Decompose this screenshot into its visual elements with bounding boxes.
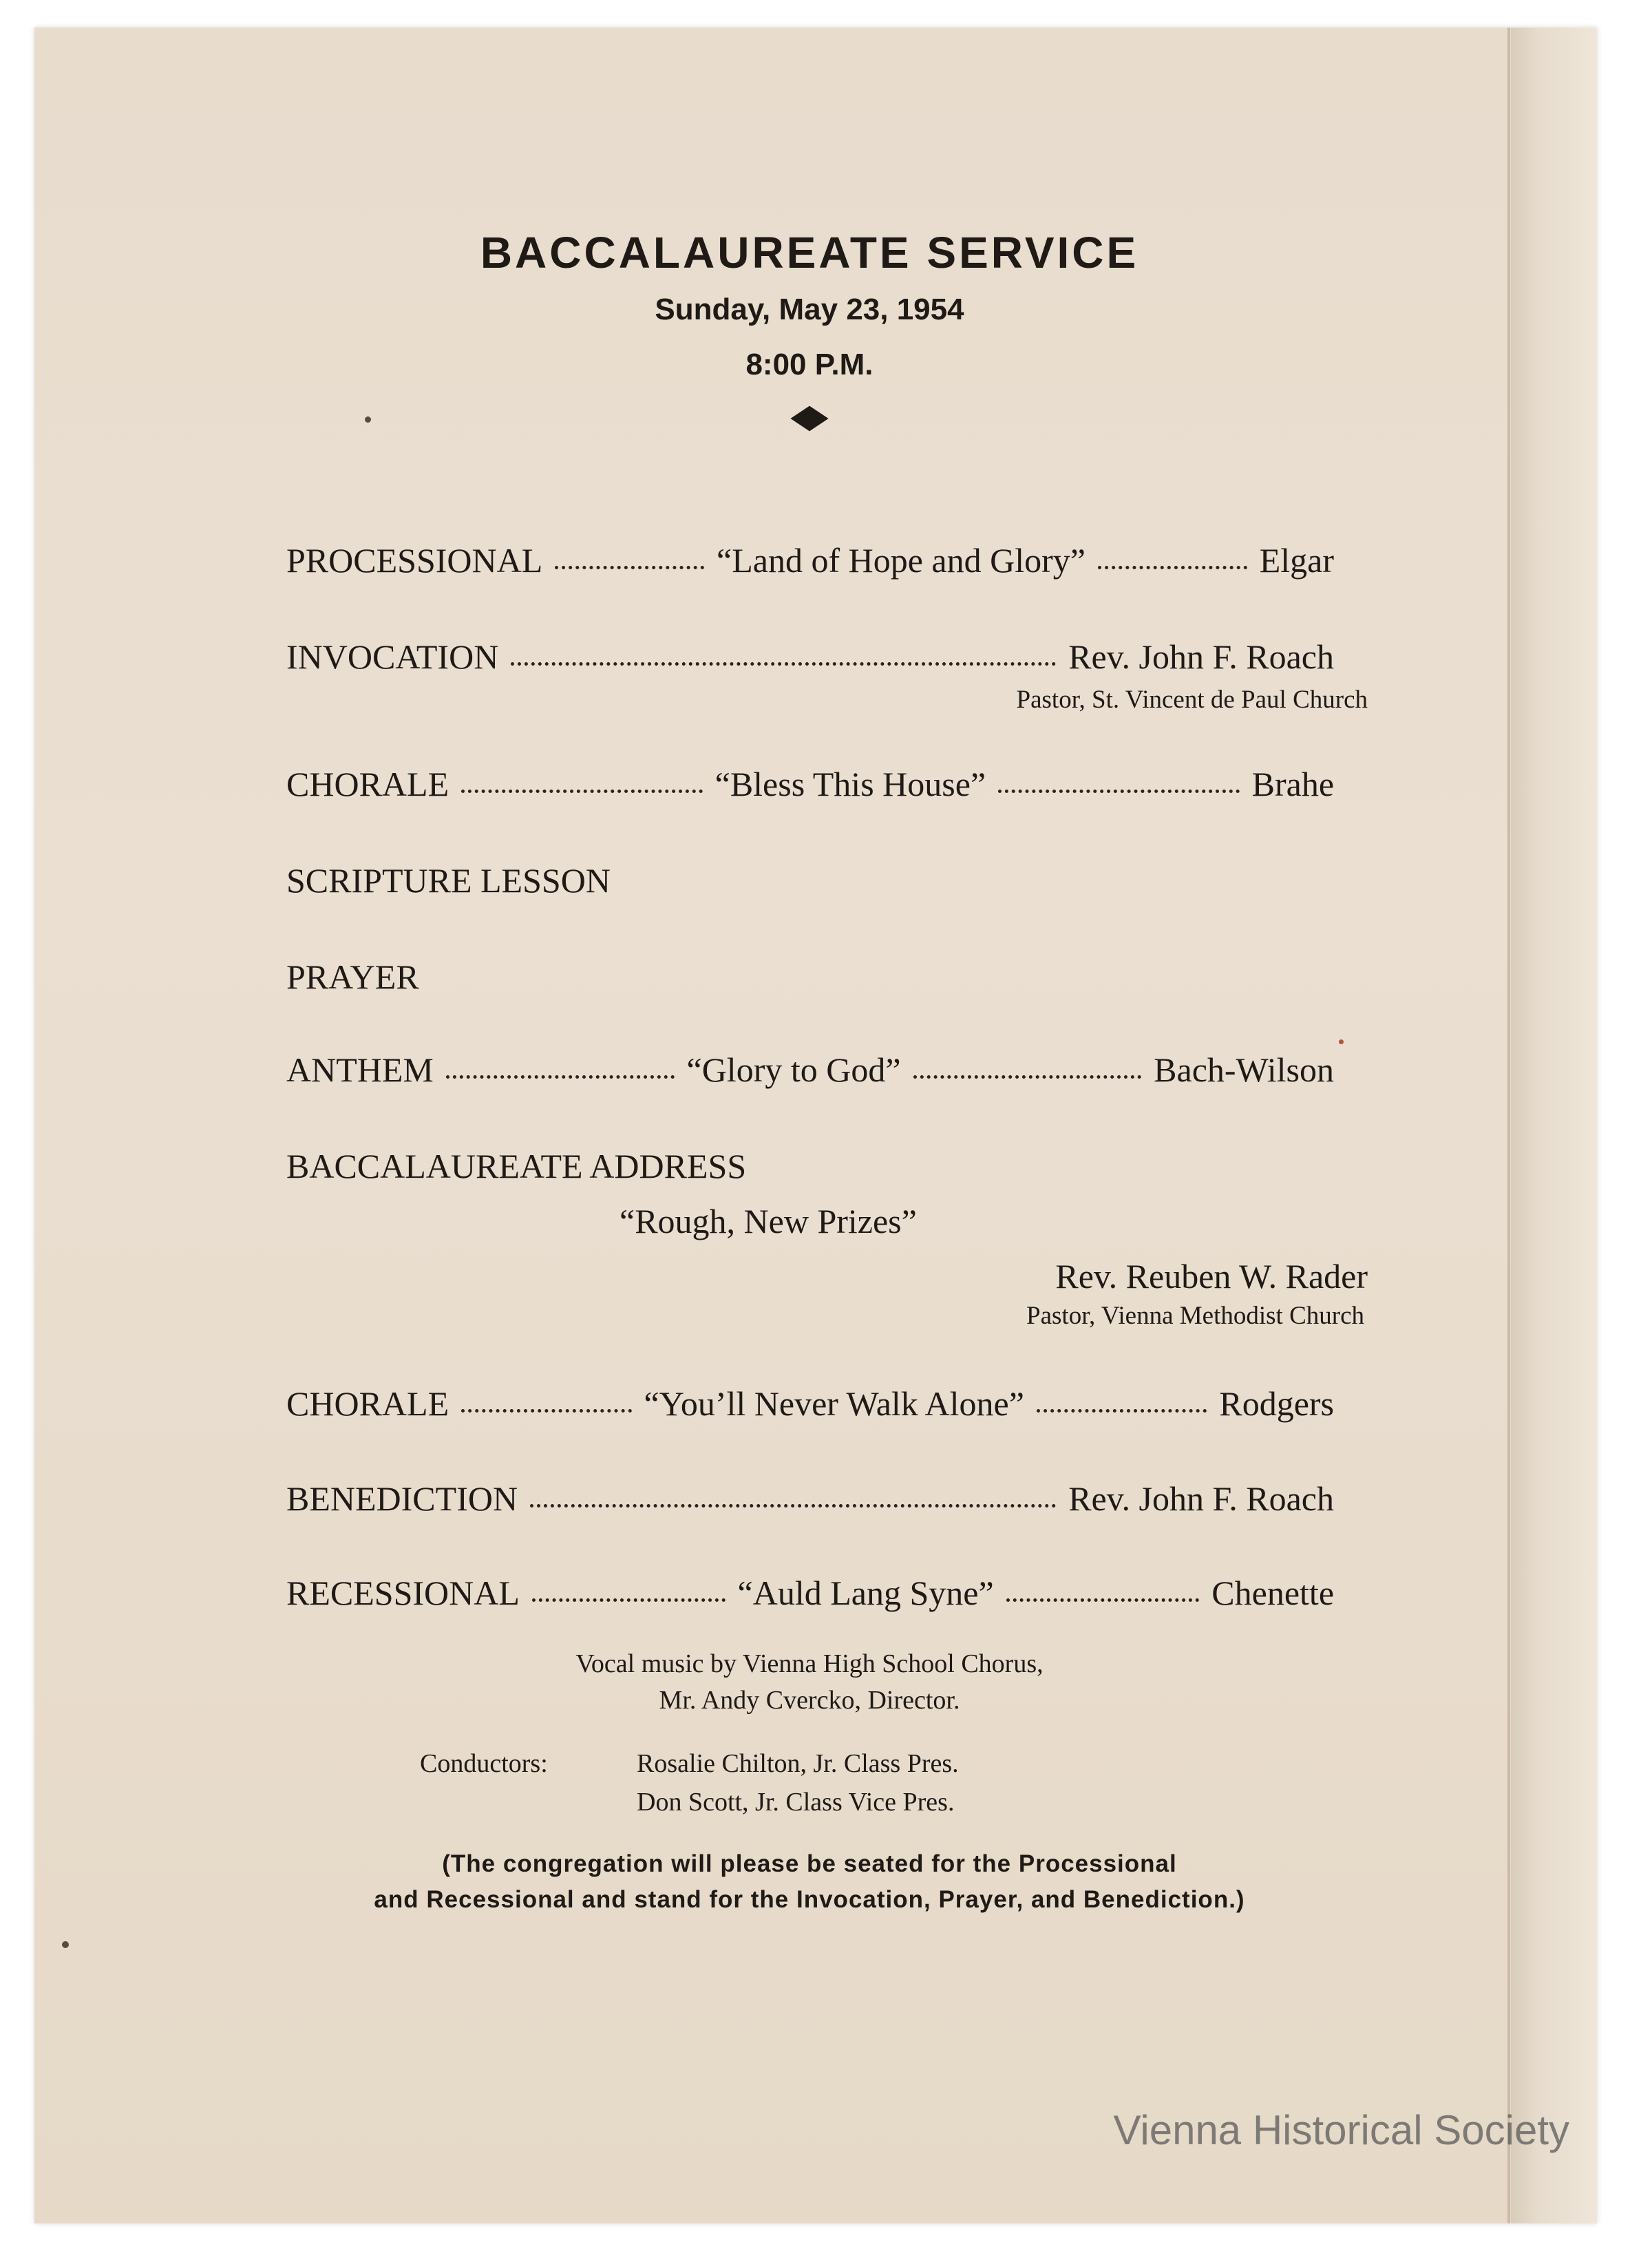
music-credit-line-2: Mr. Andy Cvercko, Director. bbox=[659, 1686, 960, 1715]
program-row-recessional bbox=[286, 1573, 1334, 1613]
dot-leader bbox=[913, 1075, 1142, 1079]
program-row-anthem bbox=[286, 1050, 1334, 1090]
document-title: BACCALAUREATE SERVICE bbox=[480, 228, 1139, 277]
music-credit-line-1: Vocal music by Vienna High School Chorus, bbox=[575, 1649, 1044, 1678]
program-piece: “Land of Hope and Glory” bbox=[717, 541, 1086, 580]
dot-leader bbox=[446, 1075, 675, 1079]
program-piece: “Glory to God” bbox=[686, 1050, 901, 1089]
program-row-scripture: SCRIPTURE LESSON bbox=[286, 861, 611, 900]
service-date: Sunday, May 23, 1954 bbox=[655, 293, 964, 326]
dot-leader bbox=[511, 662, 1056, 666]
program-row-invocation bbox=[286, 637, 1334, 677]
address-topic: “Rough, New Prizes” bbox=[620, 1202, 917, 1240]
program-label: RECESSIONAL bbox=[286, 1574, 520, 1612]
conductor-name: Rosalie Chilton, Jr. Class Pres. bbox=[637, 1749, 959, 1778]
address-speaker: Rev. Reuben W. Rader bbox=[1055, 1257, 1368, 1296]
dot-leader bbox=[530, 1503, 1056, 1508]
dot-leader bbox=[555, 565, 704, 569]
paper-speck bbox=[62, 1941, 69, 1948]
program-label: CHORALE bbox=[286, 1384, 449, 1423]
dot-leader bbox=[461, 1408, 631, 1413]
conductor-name: Don Scott, Jr. Class Vice Pres. bbox=[637, 1788, 955, 1817]
paper-speck bbox=[365, 416, 371, 423]
watermark: Vienna Historical Society bbox=[1113, 2107, 1569, 2153]
program-composer: Bach-Wilson bbox=[1154, 1050, 1334, 1089]
program-label: INVOCATION bbox=[286, 637, 499, 676]
dot-leader bbox=[1098, 565, 1247, 569]
program-composer: Chenette bbox=[1211, 1574, 1335, 1612]
program-row-benediction bbox=[286, 1479, 1334, 1519]
program-composer: Elgar bbox=[1259, 541, 1334, 580]
address-affiliation: Pastor, Vienna Methodist Church bbox=[1026, 1302, 1364, 1330]
program-composer: Brahe bbox=[1251, 765, 1335, 803]
dot-leader bbox=[532, 1598, 726, 1602]
program-piece: “Bless This House” bbox=[714, 765, 986, 803]
program-label: ANTHEM bbox=[286, 1050, 434, 1089]
congregation-note-line-1: (The congregation will please be seated for the Processional bbox=[442, 1850, 1177, 1877]
program-person: Rev. John F. Roach bbox=[1068, 637, 1334, 676]
service-time: 8:00 P.M. bbox=[745, 348, 873, 381]
dot-leader bbox=[1037, 1408, 1207, 1413]
dot-leader bbox=[998, 789, 1240, 793]
dot-leader bbox=[1006, 1598, 1200, 1602]
program-label: CHORALE bbox=[286, 765, 449, 803]
program-composer: Rodgers bbox=[1219, 1384, 1335, 1423]
congregation-note-line-2: and Recessional and stand for the Invocation, Prayer, and Benediction.) bbox=[374, 1886, 1245, 1913]
program-row-chorale-1 bbox=[286, 764, 1334, 804]
dot-leader bbox=[461, 789, 703, 793]
program-piece: “Auld Lang Syne” bbox=[737, 1574, 994, 1612]
program-row-processional bbox=[286, 540, 1334, 580]
program-label: BENEDICTION bbox=[286, 1479, 518, 1518]
paper-speck bbox=[1339, 1039, 1344, 1044]
program-label: PROCESSIONAL bbox=[286, 541, 543, 580]
program-person: Rev. John F. Roach bbox=[1068, 1479, 1334, 1518]
conductors-block bbox=[420, 1748, 959, 1826]
program-piece: “You’ll Never Walk Alone” bbox=[644, 1384, 1024, 1423]
program-row-address: BACCALAUREATE ADDRESS bbox=[286, 1147, 747, 1185]
conductors-label: Conductors: bbox=[420, 1749, 548, 1778]
invocation-affiliation: Pastor, St. Vincent de Paul Church bbox=[1016, 686, 1368, 714]
program-row-prayer: PRAYER bbox=[286, 958, 419, 996]
program-row-chorale-2 bbox=[286, 1384, 1334, 1424]
